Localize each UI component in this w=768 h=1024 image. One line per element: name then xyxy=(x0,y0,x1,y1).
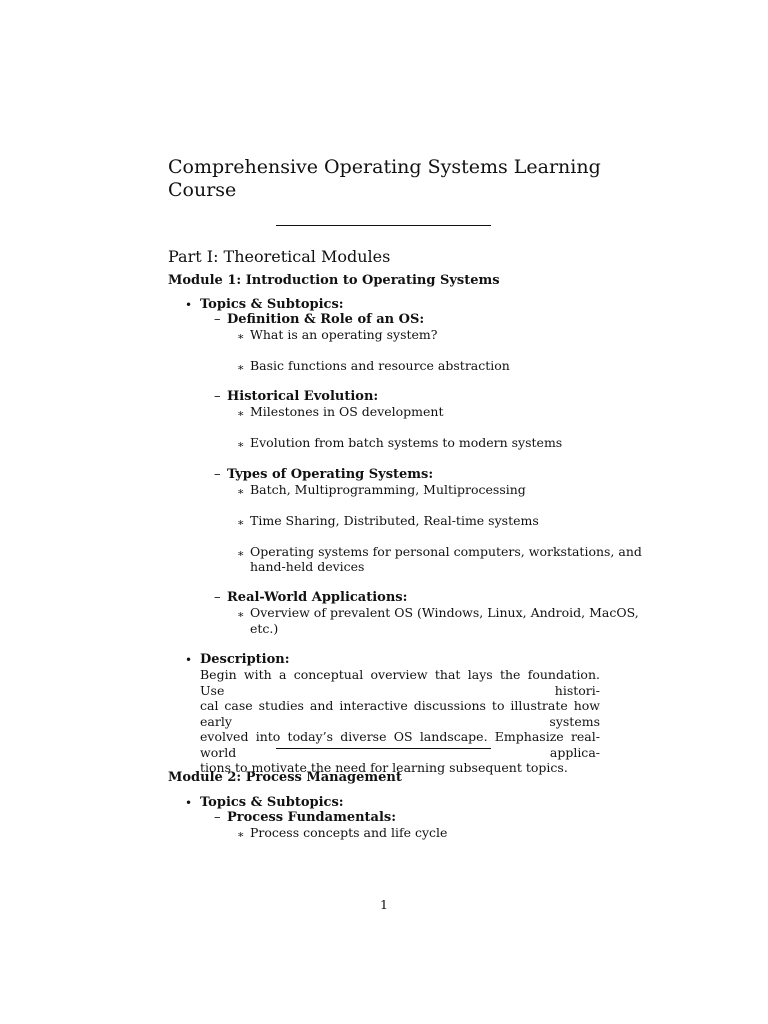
title-divider xyxy=(276,225,491,226)
star-icon: ∗ xyxy=(237,516,245,529)
module2-topics-label: Topics & Subtopics: xyxy=(200,795,344,810)
bullet-icon: • xyxy=(185,796,193,810)
module1-group4-item1-line2: etc.) xyxy=(250,621,279,636)
module1-description-line3: evolved into today’s diverse OS landscape. Emphasize real-world applica- xyxy=(200,729,600,760)
star-icon: ∗ xyxy=(237,547,245,560)
dash-icon: – xyxy=(214,810,221,825)
module1-group1-item1: What is an operating system? xyxy=(250,327,438,342)
module1-group4-heading: Real-World Applications: xyxy=(227,590,408,605)
module1-description xyxy=(200,667,600,776)
document-title-line2: Course xyxy=(168,179,237,201)
part-title: Part I: Theoretical Modules xyxy=(168,247,391,266)
module1-group3-item1: Batch, Multiprogramming, Multiprocessing xyxy=(250,482,526,497)
star-icon: ∗ xyxy=(237,438,245,451)
dash-icon: – xyxy=(214,312,221,327)
star-icon: ∗ xyxy=(237,330,245,343)
module2-title: Module 2: Process Management xyxy=(168,770,402,785)
module1-group3-item3-line2: hand-held devices xyxy=(250,559,365,574)
star-icon: ∗ xyxy=(237,407,245,420)
module1-group1-heading: Definition & Role of an OS: xyxy=(227,312,425,327)
module1-description-line2: cal case studies and interactive discussions to illustrate how early systems xyxy=(200,698,600,729)
module1-topics-label: Topics & Subtopics: xyxy=(200,297,344,312)
module1-group3-item3-line1: Operating systems for personal computers, workstations, and xyxy=(250,544,642,559)
module2-group1-item1: Process concepts and life cycle xyxy=(250,825,448,840)
module1-group2-item2: Evolution from batch systems to modern systems xyxy=(250,435,563,450)
module1-group4-item1-line1: Overview of prevalent OS (Windows, Linux, Android, MacOS, xyxy=(250,605,639,620)
module-divider xyxy=(276,748,491,749)
bullet-icon: • xyxy=(185,298,193,312)
star-icon: ∗ xyxy=(237,485,245,498)
star-icon: ∗ xyxy=(237,361,245,374)
module1-title: Module 1: Introduction to Operating Systems xyxy=(168,273,500,288)
page-number: 1 xyxy=(380,897,388,912)
module1-group2-item1: Milestones in OS development xyxy=(250,404,444,419)
module1-group2-heading: Historical Evolution: xyxy=(227,389,379,404)
module1-description-line4: tions to motivate the need for learning subsequent topics. xyxy=(200,760,568,775)
module1-group1-item2: Basic functions and resource abstraction xyxy=(250,358,510,373)
dash-icon: – xyxy=(214,590,221,605)
document-title-line1: Comprehensive Operating Systems Learning xyxy=(168,156,601,178)
star-icon: ∗ xyxy=(237,608,245,621)
module1-group3-heading: Types of Operating Systems: xyxy=(227,467,434,482)
star-icon: ∗ xyxy=(237,828,245,841)
module1-group3-item2: Time Sharing, Distributed, Real-time systems xyxy=(250,513,539,528)
dash-icon: – xyxy=(214,467,221,482)
module1-description-line1: Begin with a conceptual overview that lays the foundation. Use histori- xyxy=(200,667,600,698)
module2-group1-heading: Process Fundamentals: xyxy=(227,810,397,825)
dash-icon: – xyxy=(214,389,221,404)
module1-description-label: Description: xyxy=(200,652,290,667)
bullet-icon: • xyxy=(185,653,193,667)
